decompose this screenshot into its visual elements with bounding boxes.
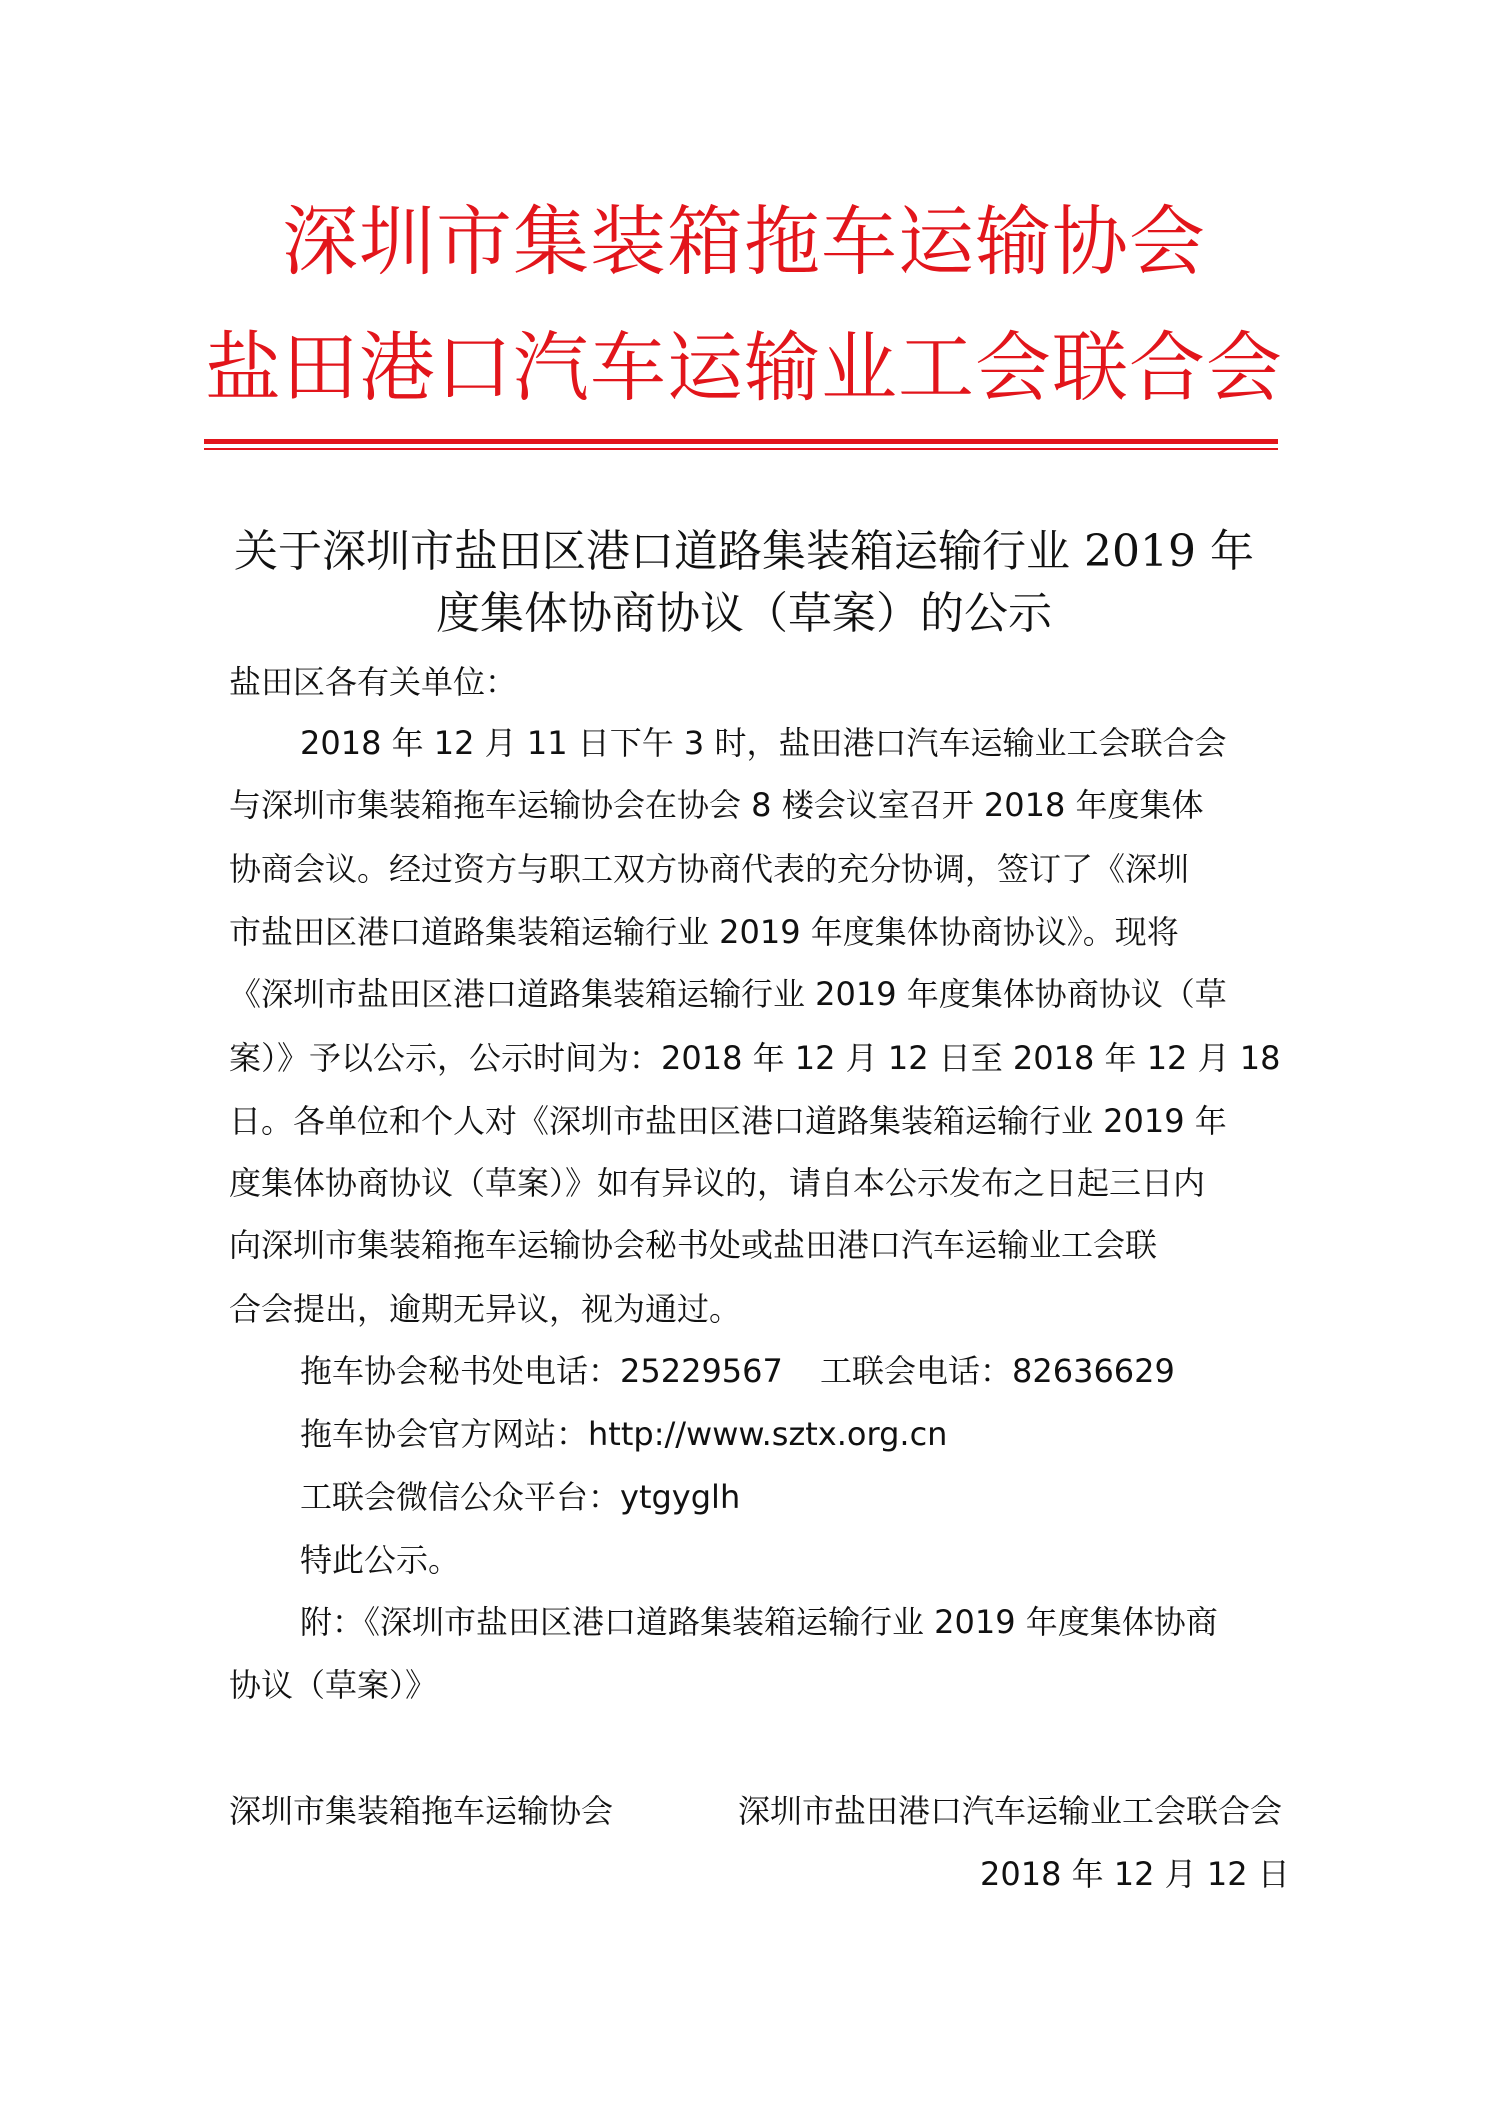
body-paragraph-line: 2018 年 12 月 11 日下午 3 时，盐田港口汽车运输业工会联合会 — [300, 724, 1227, 762]
attachment-line-2: 协议（草案）》 — [229, 1666, 438, 1704]
document-title-line-1: 关于深圳市盐田区港口道路集装箱运输行业 2019 年 — [234, 526, 1254, 577]
body-paragraph-line: 向深圳市集装箱拖车运输协会秘书处或盐田港口汽车运输业工会联 — [229, 1226, 1158, 1264]
body-paragraph-line: 日。各单位和个人对《深圳市盐田区港口道路集装箱运输行业 2019 年 — [229, 1102, 1227, 1140]
salutation: 盐田区各有关单位： — [229, 663, 518, 701]
signature-org1: 深圳市集装箱拖车运输协会 — [229, 1792, 614, 1830]
closing-remark: 特此公示。 — [300, 1541, 461, 1579]
body-paragraph-line: 市盐田区港口道路集装箱运输行业 2019 年度集体协商协议》。现将 — [229, 913, 1179, 951]
wechat-account: 工联会微信公众平台：ytgyglh — [300, 1478, 741, 1516]
official-website: 拖车协会官方网站：http://www.sztx.org.cn — [300, 1415, 948, 1453]
header-org2: 盐田港口汽车运输业工会联合会 — [205, 323, 1283, 412]
header-org1: 深圳市集装箱拖车运输协会 — [282, 197, 1206, 286]
header-rule-thick — [204, 439, 1278, 444]
union-phone: 工联会电话：82636629 — [820, 1352, 1175, 1390]
signature-org2: 深圳市盐田港口汽车运输业工会联合会 — [738, 1792, 1283, 1830]
signature-date: 2018 年 12 月 12 日 — [980, 1855, 1290, 1893]
body-paragraph-line: 与深圳市集装箱拖车运输协会在协会 8 楼会议室召开 2018 年度集体 — [229, 786, 1204, 824]
body-paragraph-line: 案）》予以公示，公示时间为：2018 年 12 月 12 日至 2018 年 12 月 18 — [229, 1039, 1281, 1077]
body-paragraph-line: 《深圳市盐田区港口道路集装箱运输行业 2019 年度集体协商协议（草 — [229, 975, 1227, 1013]
secretariat-phone: 拖车协会秘书处电话：25229567 — [300, 1352, 783, 1390]
body-paragraph-line: 度集体协商协议（草案）》如有异议的，请自本公示发布之日起三日内 — [229, 1164, 1206, 1202]
body-paragraph-line: 合会提出，逾期无异议，视为通过。 — [229, 1290, 742, 1328]
attachment-line-1: 附：《深圳市盐田区港口道路集装箱运输行业 2019 年度集体协商 — [300, 1603, 1218, 1641]
document-title-line-2: 度集体协商协议（草案）的公示 — [436, 588, 1052, 639]
header-rule-thin — [204, 448, 1278, 450]
body-paragraph-line: 协商会议。经过资方与职工双方协商代表的充分协调，签订了《深圳 — [229, 850, 1190, 888]
